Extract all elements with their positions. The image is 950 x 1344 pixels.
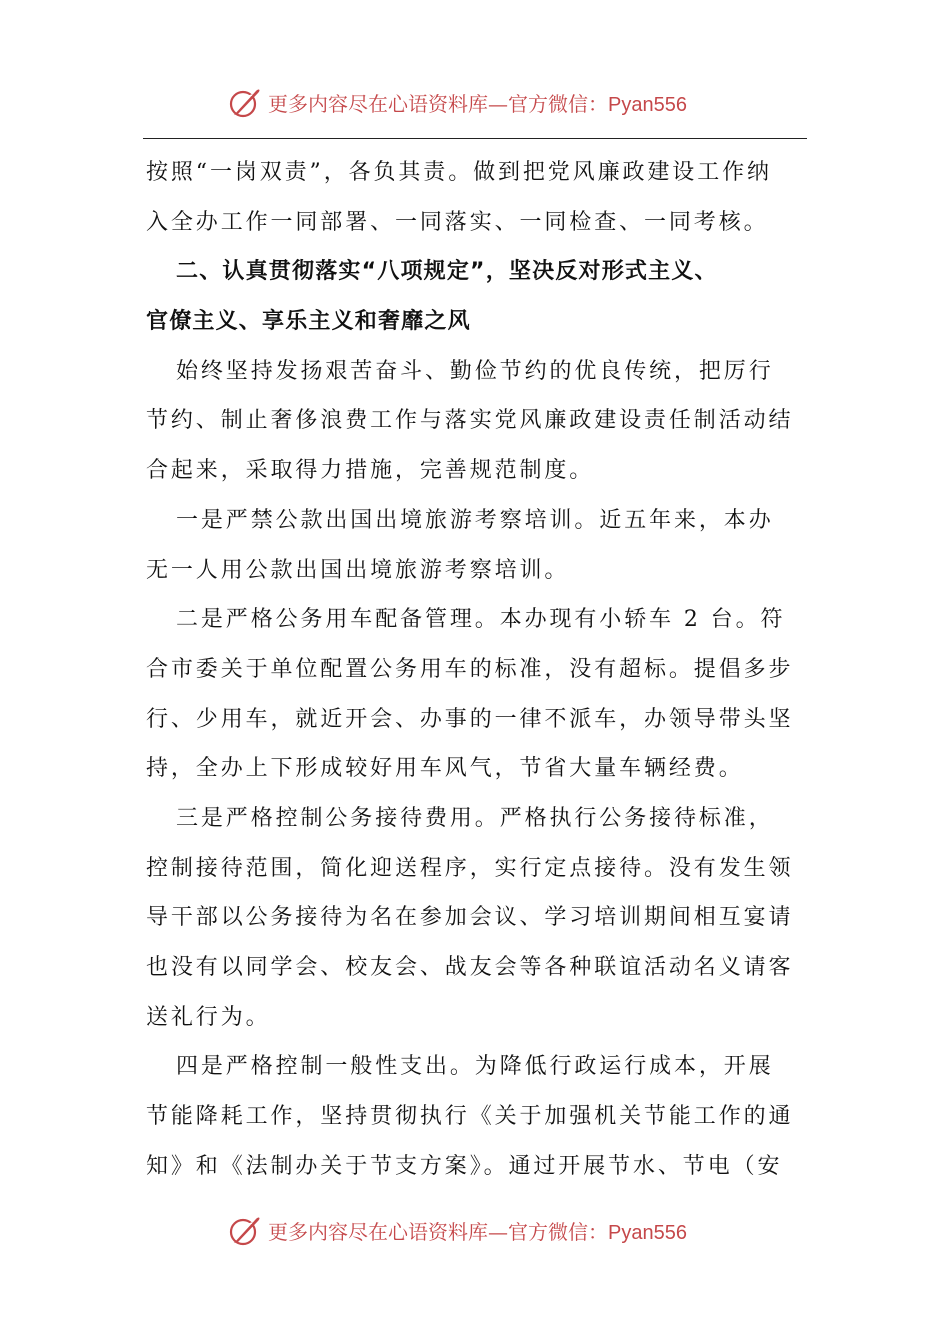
header-wechat-id: Pyan556 [608, 93, 687, 116]
footer-banner [228, 1210, 748, 1250]
paragraph-line: 知》和《法制办关于节支方案》。通过开展节水、节电（安 [146, 1153, 783, 1179]
paragraph-line: 二是严格公务用车配备管理。本办现有小轿车 2 台。符 [176, 607, 786, 633]
footer-banner-text: 更多内容尽在心语资料库—官方微信：Pyan556 [268, 1219, 687, 1244]
paragraph-line: 按照“一岗双责”，各负其责。做到把党风廉政建设工作纳 [146, 160, 772, 185]
section-heading-line: 二、认真贯彻落实“八项规定”，坚决反对形式主义、 [176, 259, 718, 285]
document-body [146, 148, 808, 1191]
paragraph-line: 四是严格控制一般性支出。为降低行政运行成本，开展 [176, 1054, 774, 1080]
paragraph-line: 节约、制止奢侈浪费工作与落实党风廉政建设责任制活动结 [146, 408, 794, 434]
paragraph-line: 送礼行为。 [146, 1004, 271, 1030]
quill-logo-icon [228, 85, 262, 119]
paragraph-line: 也没有以同学会、校友会、战友会等各种联谊活动名义请客 [146, 955, 794, 980]
header-banner [228, 82, 748, 122]
paragraph-line: 导干部以公务接待为名在参加会议、学习培训期间相互宴请 [146, 905, 794, 931]
paragraph-line: 合市委关于单位配置公务用车的标准，没有超标。提倡多步 [146, 656, 794, 682]
paragraph-line: 一是严禁公款出国出境旅游考察培训。近五年来，本办 [176, 507, 774, 533]
paragraph-line: 合起来，采取得力措施，完善规范制度。 [146, 458, 595, 484]
paragraph-line: 行、少用车，就近开会、办事的一律不派车，办领导带头坚 [146, 706, 794, 732]
paragraph-line: 持，全办上下形成较好用车风气，节省大量车辆经费。 [146, 756, 744, 782]
quill-logo-icon [228, 1213, 262, 1247]
paragraph-line: 无一人用公款出国出境旅游考察培训。 [146, 557, 570, 583]
header-divider [143, 138, 807, 139]
paragraph-line: 始终坚持发扬艰苦奋斗、勤俭节约的优良传统，把厉行 [176, 358, 774, 384]
paragraph-line: 控制接待范围，简化迎送程序，实行定点接待。没有发生领 [146, 855, 794, 881]
footer-wechat-id: Pyan556 [608, 1221, 687, 1244]
paragraph-line: 节能降耗工作，坚持贯彻执行《关于加强机关节能工作的通 [146, 1104, 794, 1130]
paragraph-line: 入全办工作一同部署、一同落实、一同检查、一同考核。 [146, 209, 769, 235]
section-heading-line: 官僚主义、享乐主义和奢靡之风 [146, 309, 471, 335]
header-banner-text: 更多内容尽在心语资料库—官方微信：Pyan556 [268, 91, 687, 116]
paragraph-line: 三是严格控制公务接待费用。严格执行公务接待标准， [176, 805, 774, 831]
